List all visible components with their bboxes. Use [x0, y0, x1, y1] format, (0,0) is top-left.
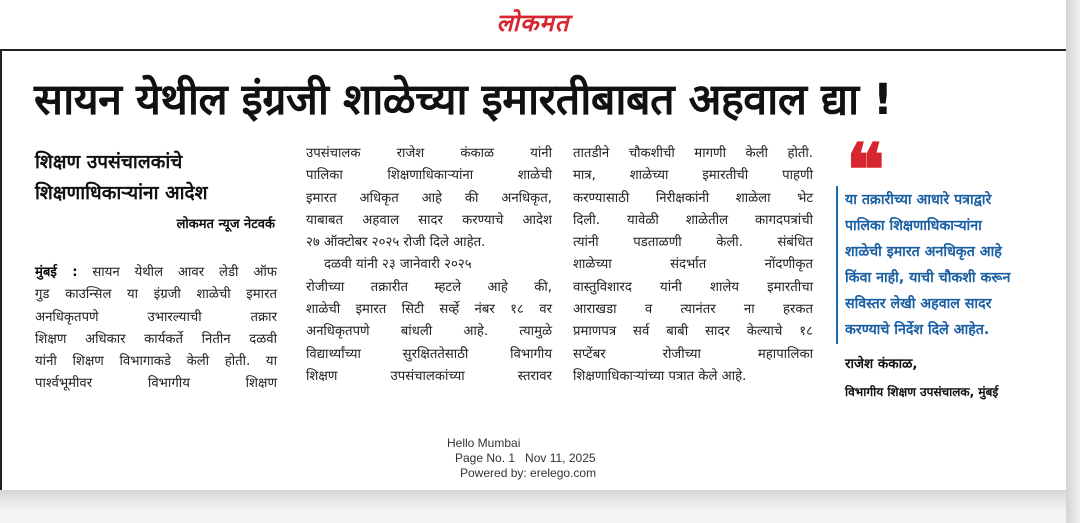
quote-mark-icon: ❝ [846, 127, 885, 212]
quote-line: पालिका शिक्षणाधिकाऱ्यांना [845, 218, 982, 234]
column-line: अनधिकृतपणे बांधली आहे. त्यामुळे [306, 324, 552, 340]
article-subheadline [35, 147, 285, 209]
subheadline-line: शिक्षणाधिकाऱ्यांना आदेश [35, 182, 208, 204]
footer-publication: Hello Mumbai [447, 436, 521, 450]
column-line: मुंबई : सायन येथील आवर लेडी ऑफ [35, 265, 277, 280]
column-line: त्यांनी पडताळणी केली. संबंधित [573, 235, 813, 251]
column-line: अनधिकृतपणे उभारल्याची तक्रार [35, 309, 277, 325]
column-line: दळवी यांनी २३ जानेवारी २०२५ [324, 257, 472, 273]
footer-powered-by: Powered by: erelego.com [460, 466, 597, 480]
column-line: करण्यासाठी निरीक्षकांनी शाळेला भेट [573, 190, 813, 206]
column-line: गुड काउन्सिल या इंग्रजी शाळेची इमारत [35, 287, 277, 303]
top-rule [0, 49, 1066, 51]
quote-line: करण्याचे निर्देश दिले आहेत. [845, 322, 990, 338]
masthead-logo: लोकमत [496, 8, 570, 37]
quote-line: किंवा नाही, याची चौकशी करून [845, 270, 1011, 286]
article-column-2 [306, 143, 552, 388]
left-rule [0, 51, 2, 490]
column-line: विद्यार्थ्यांच्या सुरक्षिततेसाठी विभागीय [306, 346, 552, 362]
quote-line: या तक्रारीच्या आधारे पत्राद्वारे [845, 192, 992, 208]
article-column-1 [35, 262, 277, 396]
column-line: शिक्षण उपसंचालकांच्या स्तरावर [306, 368, 552, 384]
column-line: रोजीच्या तक्रारीत म्हटले आहे की, [306, 279, 552, 295]
column-line: शिक्षण अधिकार कार्यकर्ते नितीन दळवी [35, 331, 277, 347]
column-line: वास्तुविशारद यांनी शालेय इमारतीचा [573, 279, 813, 295]
page-edge-shadow [1066, 0, 1080, 523]
footer-page-date: Page No. 1 Nov 11, 2025 [455, 451, 596, 465]
dateline: मुंबई : [35, 265, 78, 280]
column-line: पालिका शिक्षणाधिकाऱ्यांना शाळेची [306, 168, 552, 184]
quote-line: सविस्तर लेखी अहवाल सादर [845, 296, 992, 312]
column-line: मात्र, शाळेच्या इमारतीची पाहणी [573, 168, 813, 184]
page-bottom-shadow [0, 490, 1066, 523]
pull-quote [845, 187, 1070, 343]
byline: लोकमत न्यूज नेटवर्क [176, 217, 275, 232]
column-line: शिक्षणाधिकाऱ्यांच्या पत्रात केले आहे. [573, 368, 747, 384]
column-line: इमारत अधिकृत आहे की अनधिकृत, [306, 190, 552, 206]
column-line: प्रमाणपत्र सर्व बाबी सादर केल्याचे १८ [573, 324, 813, 340]
subheadline-line: शिक्षण उपसंचालकांचे [35, 151, 183, 173]
column-line: शाळेच्या संदर्भात नोंदणीकृत [573, 257, 813, 273]
article-headline: सायन येथील इंग्रजी शाळेच्या इमारतीबाबत अहवाल द्या ! [34, 75, 893, 125]
column-line: सप्टेंबर रोजीच्या महापालिका [573, 346, 813, 362]
column-line: शाळेची इमारत सिटी सर्व्हे नंबर १८ वर [306, 302, 552, 318]
column-line: पार्श्वभूमीवर विभागीय शिक्षण [35, 376, 277, 392]
quote-line: शाळेची इमारत अनधिकृत आहे [845, 244, 1002, 260]
column-line: २७ ऑक्टोबर २०२५ रोजी दिले आहेत. [306, 235, 486, 251]
article-column-3 [573, 143, 813, 388]
column-line: उपसंचालक राजेश कंकाळ यांनी [306, 146, 552, 161]
quote-author-name: राजेश कंकाळ, [845, 356, 918, 372]
column-line: आराखडा व त्यानंतर ना हरकत [573, 302, 813, 318]
quote-author-role: विभागीय शिक्षण उपसंचालक, मुंबई [845, 385, 999, 399]
column-line: तातडीने चौकशीची मागणी केली होती. [573, 146, 813, 161]
column-line: दिली. यावेळी शाळेतील कागदपत्रांची [573, 212, 813, 228]
column-line: याबाबत अहवाल सादर करण्याचे आदेश [306, 212, 552, 228]
column-line: यांनी शिक्षण विभागाकडे केली होती. या [35, 354, 277, 370]
